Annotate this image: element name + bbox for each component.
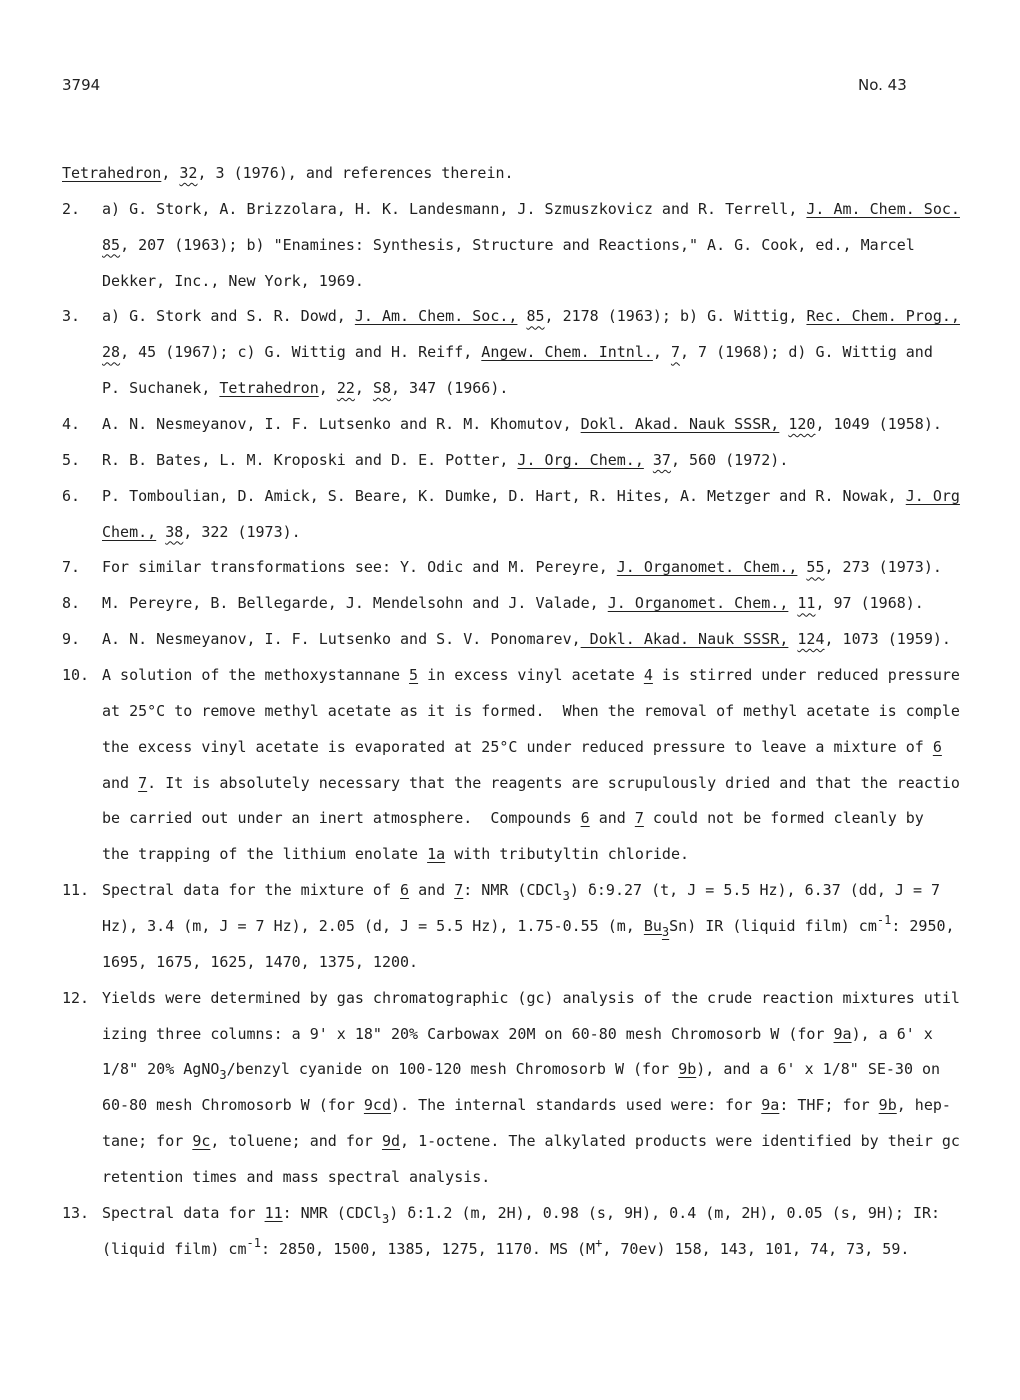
text-run: and bbox=[409, 881, 455, 900]
text-run: could not be formed cleanly by bbox=[643, 809, 924, 828]
text-run: , 45 (1967); c) G. Wittig and H. Reiff, bbox=[120, 343, 482, 362]
text-run: and bbox=[589, 809, 635, 828]
text-run: /benzyl cyanide on 100-120 mesh Chromosorb W (for bbox=[226, 1060, 679, 1079]
text-run: , 273 (1973). bbox=[824, 558, 942, 577]
text-line bbox=[102, 730, 972, 766]
reference-item bbox=[62, 873, 972, 981]
reference-item bbox=[62, 622, 972, 658]
text-run bbox=[644, 451, 653, 469]
text-run: Hz), 3.4 (m, J = 7 Hz), 2.05 (d, J = 5.5 Hz), 1.75-0.55 (m, bbox=[102, 917, 644, 936]
reference-item bbox=[62, 550, 972, 586]
underlined-text: 7 bbox=[454, 881, 464, 900]
text-line bbox=[102, 837, 972, 873]
volume-number: S8 bbox=[372, 379, 391, 398]
text-run: For similar transformations see: Y. Odic and M. Pereyre, bbox=[102, 558, 617, 577]
reference-number: 12. bbox=[62, 988, 90, 1007]
volume-number: 124 bbox=[797, 630, 825, 649]
text-run: A. N. Nesmeyanov, I. F. Lutsenko and R. M. Khomutov, bbox=[102, 415, 581, 434]
text-run: is stirred under reduced pressure bbox=[652, 666, 960, 685]
text-line bbox=[62, 156, 972, 192]
text-run: and bbox=[102, 773, 139, 792]
underlined-text: 9cd bbox=[363, 1096, 391, 1115]
text-run: a) G. Stork and S. R. Dowd, bbox=[102, 307, 355, 326]
text-line bbox=[102, 443, 972, 479]
text-line bbox=[102, 228, 972, 264]
text-line bbox=[102, 192, 972, 228]
text-run: 1/8" 20% AgNO bbox=[102, 1060, 220, 1079]
text-run: Yields were determined by gas chromatographic (gc) analysis of the crude reaction mixtures util bbox=[102, 988, 960, 1007]
text-line bbox=[102, 1124, 972, 1160]
text-run: : 2850, 1500, 1385, 1275, 1170. MS (M bbox=[260, 1239, 596, 1258]
text-line bbox=[102, 622, 972, 658]
reference-text bbox=[102, 299, 972, 407]
text-run: (liquid film) cm bbox=[102, 1239, 247, 1258]
reference-item bbox=[62, 479, 972, 551]
text-run: R. B. Bates, L. M. Kroposki and D. E. Potter, bbox=[102, 450, 518, 469]
reference-number: 6. bbox=[62, 486, 81, 505]
underlined-subscript-text: 3 bbox=[661, 925, 670, 940]
text-line bbox=[102, 1017, 972, 1053]
reference-text bbox=[102, 1196, 972, 1268]
subscript-text: 3 bbox=[381, 1211, 390, 1226]
underlined-text: 9b bbox=[678, 1060, 697, 1079]
underlined-text: J. Org bbox=[905, 486, 960, 505]
underlined-text: 6 bbox=[400, 881, 410, 900]
text-run: 1695, 1675, 1625, 1470, 1375, 1200. bbox=[102, 952, 419, 971]
text-run: Spectral data for bbox=[102, 1203, 265, 1222]
text-run: , 97 (1968). bbox=[815, 594, 924, 613]
underlined-text: 11 bbox=[264, 1203, 283, 1222]
underlined-text: 4 bbox=[643, 666, 653, 685]
text-run: ) δ:9.27 (t, J = 5.5 Hz), 6.37 (dd, J = 7 bbox=[569, 881, 941, 900]
text-line bbox=[102, 515, 972, 551]
text-run: , 3 (1976), and references therein. bbox=[197, 164, 514, 182]
text-line bbox=[102, 1052, 972, 1088]
page-number: 3794 bbox=[62, 76, 101, 94]
text-run: ), a 6' x bbox=[851, 1024, 933, 1043]
text-run: A solution of the methoxystannane bbox=[102, 666, 410, 685]
reference-item bbox=[62, 407, 972, 443]
reference-text bbox=[102, 622, 972, 658]
volume-number: 85 bbox=[102, 235, 121, 254]
underlined-text: J. Organomet. Chem., bbox=[616, 558, 798, 577]
underlined-text: 6 bbox=[580, 809, 590, 828]
text-run: the trapping of the lithium enolate bbox=[102, 845, 428, 864]
text-line bbox=[102, 1196, 972, 1232]
underlined-text: J. Org. Chem., bbox=[517, 450, 644, 469]
underlined-text: Tetrahedron bbox=[219, 379, 319, 398]
text-run: : NMR (CDCl bbox=[463, 881, 563, 900]
superscript-text: + bbox=[595, 1235, 603, 1250]
text-run: , 322 (1973). bbox=[183, 522, 301, 541]
superscript-text: -1 bbox=[246, 1235, 261, 1250]
reference-text bbox=[102, 873, 972, 981]
reference-item bbox=[62, 586, 972, 622]
reference-text bbox=[62, 156, 972, 192]
text-line bbox=[102, 766, 972, 802]
text-run: ). The internal standards used were: for bbox=[391, 1096, 762, 1115]
volume-number: 85 bbox=[526, 307, 545, 326]
text-line bbox=[102, 1160, 972, 1196]
text-run bbox=[156, 523, 165, 541]
text-run: , 347 (1966). bbox=[391, 379, 509, 398]
underlined-text: 7 bbox=[138, 773, 148, 792]
volume-number: 32 bbox=[179, 164, 198, 182]
text-run: , 560 (1972). bbox=[670, 450, 789, 469]
underlined-text: Dokl. Akad. Nauk SSSR, bbox=[580, 415, 780, 434]
reference-item bbox=[62, 156, 972, 192]
underlined-text: 7 bbox=[634, 809, 644, 828]
underlined-text: Bu bbox=[643, 917, 662, 936]
volume-number: 28 bbox=[102, 343, 121, 362]
text-run: A. N. Nesmeyanov, I. F. Lutsenko and S. V. Ponomarev, bbox=[102, 630, 581, 649]
reference-number: 4. bbox=[62, 415, 81, 434]
reference-number: 7. bbox=[62, 558, 81, 577]
reference-text bbox=[102, 550, 972, 586]
text-run: : THF; for bbox=[779, 1096, 879, 1115]
reference-text bbox=[102, 443, 972, 479]
underlined-text: J. Am. Chem. Soc. bbox=[806, 199, 960, 218]
text-run: , hep- bbox=[896, 1096, 951, 1115]
text-line bbox=[102, 479, 972, 515]
underlined-text: 9d bbox=[381, 1132, 401, 1151]
reference-item bbox=[62, 192, 972, 300]
reference-text bbox=[102, 192, 972, 300]
reference-item bbox=[62, 443, 972, 479]
reference-number: 9. bbox=[62, 630, 81, 649]
text-run: , 2178 (1963); b) G. Wittig, bbox=[544, 307, 807, 326]
text-run: be carried out under an inert atmosphere. Compounds bbox=[102, 809, 581, 828]
text-run: 60-80 mesh Chromosorb W (for bbox=[102, 1096, 364, 1115]
reference-list bbox=[62, 156, 972, 1268]
text-line bbox=[102, 801, 972, 837]
reference-text bbox=[102, 586, 972, 622]
text-line bbox=[102, 658, 972, 694]
text-line bbox=[102, 371, 972, 407]
reference-text bbox=[102, 981, 972, 1196]
reference-item bbox=[62, 658, 972, 873]
text-run: P. Suchanek, bbox=[102, 379, 220, 398]
text-line bbox=[102, 264, 972, 300]
volume-number: 120 bbox=[788, 415, 816, 434]
reference-item bbox=[62, 981, 972, 1196]
text-run: a) G. Stork, A. Brizzolara, H. K. Landesmann, J. Szmuszkovicz and R. Terrell, bbox=[102, 199, 807, 218]
underlined-text: Angew. Chem. Intnl. bbox=[481, 343, 653, 362]
underlined-text: 9b bbox=[878, 1096, 897, 1115]
text-run: Spectral data for the mixture of bbox=[102, 881, 401, 900]
text-run bbox=[779, 415, 788, 433]
underlined-text: 9a bbox=[833, 1024, 852, 1043]
text-run: , 1073 (1959). bbox=[824, 630, 951, 649]
underlined-text: 1a bbox=[427, 845, 446, 864]
volume-number: 22 bbox=[336, 379, 355, 398]
reference-item bbox=[62, 1196, 972, 1268]
text-run: , 1049 (1958). bbox=[815, 415, 942, 434]
issue-number: No. 43 bbox=[858, 76, 907, 94]
reference-text bbox=[102, 407, 972, 443]
text-run: in excess vinyl acetate bbox=[418, 666, 644, 685]
subscript-text: 3 bbox=[562, 889, 570, 904]
text-run: ), and a 6' x 1/8" SE-30 on bbox=[696, 1060, 941, 1079]
underlined-text: 6 bbox=[932, 737, 942, 756]
text-line bbox=[102, 407, 972, 443]
text-run: Dekker, Inc., New York, 1969. bbox=[102, 271, 364, 290]
underlined-text: Chem., bbox=[102, 522, 157, 541]
text-line bbox=[102, 945, 972, 981]
text-run: : 2950, bbox=[891, 917, 955, 936]
volume-number: 37 bbox=[652, 450, 671, 469]
text-run: Sn) IR (liquid film) cm bbox=[669, 917, 877, 936]
reference-text bbox=[102, 479, 972, 551]
text-line bbox=[102, 981, 972, 1017]
reference-number: 10. bbox=[62, 666, 90, 685]
text-line bbox=[102, 299, 972, 335]
text-run: with tributyltin chloride. bbox=[445, 845, 690, 864]
text-run: , bbox=[354, 379, 373, 398]
text-line bbox=[102, 550, 972, 586]
text-line bbox=[102, 335, 972, 371]
text-line bbox=[102, 873, 972, 909]
text-run: : NMR (CDCl bbox=[282, 1203, 382, 1222]
text-run: , bbox=[652, 343, 671, 362]
text-run: P. Tomboulian, D. Amick, S. Beare, K. Dumke, D. Hart, R. Hites, A. Metzger and R. Nowak, bbox=[102, 486, 906, 505]
reference-number: 11. bbox=[62, 881, 90, 900]
underlined-text: 5 bbox=[409, 666, 419, 685]
text-run: , bbox=[318, 379, 337, 398]
underlined-text: 9a bbox=[761, 1096, 780, 1115]
volume-number: 7 bbox=[670, 343, 680, 362]
volume-number: 55 bbox=[806, 558, 825, 577]
text-line bbox=[102, 586, 972, 622]
underlined-text: Tetrahedron bbox=[62, 164, 162, 182]
text-run: retention times and mass spectral analysis. bbox=[102, 1168, 491, 1187]
underlined-text: Dokl. Akad. Nauk SSSR, bbox=[580, 630, 789, 649]
text-line bbox=[102, 1088, 972, 1124]
subscript-text: 3 bbox=[219, 1068, 227, 1083]
reference-number: 3. bbox=[62, 307, 81, 326]
reference-number: 13. bbox=[62, 1203, 90, 1222]
text-run: , bbox=[161, 164, 180, 182]
superscript-text: -1 bbox=[876, 913, 892, 928]
text-run: the excess vinyl acetate is evaporated at 25°C under reduced pressure to leave a mixture of bbox=[102, 737, 933, 756]
underlined-text: J. Organomet. Chem., bbox=[607, 594, 789, 613]
text-run: ) δ:1.2 (m, 2H), 0.98 (s, 9H), 0.4 (m, 2H), 0.05 (s, 9H); IR: bbox=[389, 1203, 941, 1222]
reference-text bbox=[102, 658, 972, 873]
text-line bbox=[102, 1232, 972, 1268]
underlined-text: J. Am. Chem. Soc., bbox=[354, 307, 518, 326]
text-run: . It is absolutely necessary that the reagents are scrupulously dried and that the reactio bbox=[147, 773, 960, 792]
reference-number: 8. bbox=[62, 594, 81, 613]
text-line bbox=[102, 909, 972, 945]
volume-number: 38 bbox=[165, 522, 184, 541]
reference-number: 5. bbox=[62, 450, 81, 469]
underlined-text: Rec. Chem. Prog., bbox=[806, 307, 960, 326]
text-line bbox=[102, 694, 972, 730]
text-run: izing three columns: a 9' x 18" 20% Carbowax 20M on 60-80 mesh Chromosorb W (for bbox=[102, 1024, 834, 1043]
text-run: , 7 (1968); d) G. Wittig and bbox=[679, 343, 933, 362]
text-run: , 70ev) 158, 143, 101, 74, 73, 59. bbox=[602, 1239, 910, 1258]
text-run: M. Pereyre, B. Bellegarde, J. Mendelsohn and J. Valade, bbox=[102, 594, 608, 613]
reference-number: 2. bbox=[62, 199, 81, 218]
text-run: tane; for bbox=[102, 1132, 193, 1151]
text-run: , 207 (1963); b) "Enamines: Synthesis, Structure and Reactions," A. G. Cook, ed., Marcel bbox=[120, 235, 915, 254]
underlined-text: 9c bbox=[192, 1132, 211, 1151]
text-run: at 25°C to remove methyl acetate as it is formed. When the removal of methyl acetate is comple bbox=[102, 701, 960, 720]
text-run: , 1-octene. The alkylated products were identified by their gc bbox=[400, 1132, 960, 1151]
volume-number: 11 bbox=[797, 594, 816, 613]
reference-item bbox=[62, 299, 972, 407]
text-run: , toluene; and for bbox=[210, 1132, 382, 1151]
